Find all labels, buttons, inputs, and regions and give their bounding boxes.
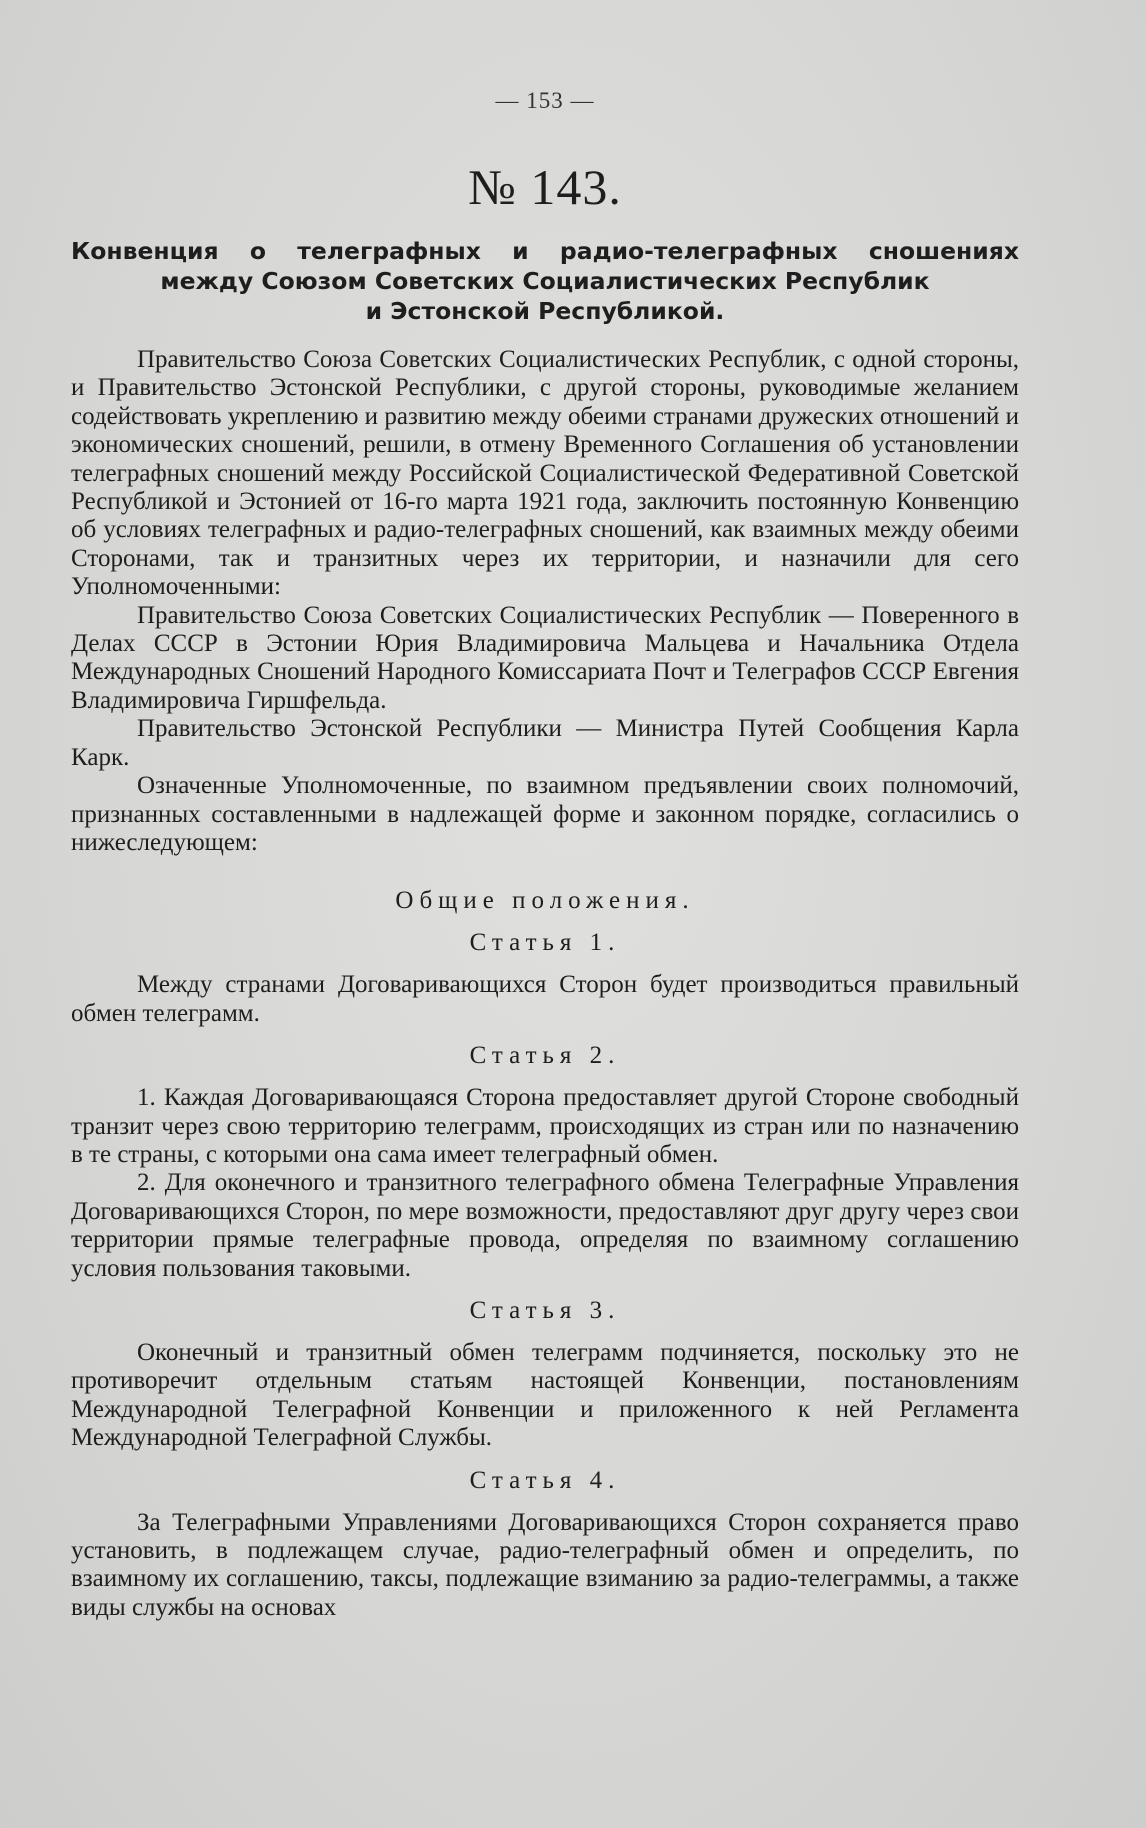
article-4-paragraph-1: За Телеграфными Управлениями Договаривающихся Сторон сохраняется право установить, в подлежащем случае, радио-телеграфный обмен и определить, по взаимному их соглашению, таксы, подлежащие взиманию за радио-телеграммы, а также виды службы на основах — [71, 1508, 1019, 1621]
document-number: № 143. — [468, 159, 622, 215]
page-number: — 153 — — [495, 88, 595, 113]
article-4-heading: Статья 4. — [469, 1466, 621, 1494]
article-3-paragraph-1: Оконечный и транзитный обмен телеграмм подчиняется, поскольку это не противоречит отдельным статьям настоящей Конвенции, постановлениям Международной Телеграфной Конвенции и приложенного к ней Регламента Международной Телеграфной Службы. — [71, 1338, 1019, 1452]
preamble-paragraph-4: Означенные Уполномоченные, по взаимном предъявлении своих полномочий, признанных составленными в надлежащей форме и законном порядке, согласились о нижеследующем: — [71, 772, 1019, 856]
title-line-3: и Эстонской Республикой. — [365, 297, 725, 325]
article-3-heading: Статья 3. — [469, 1296, 621, 1324]
section-heading: Общие положения. — [395, 887, 695, 915]
article-1-heading: Статья 1. — [469, 929, 621, 957]
title-line-1: Конвенция о телеграфных и радио-телеграфных сношениях — [71, 237, 1019, 265]
article-1-paragraph-1: Между странами Договаривающихся Сторон будет производиться правильный обмен телеграмм. — [71, 971, 1019, 1027]
article-2-paragraph-1: 1. Каждая Договаривающаяся Сторона предоставляет другой Стороне свободный транзит через свою территорию телеграмм, происходящих из стран или по назначению в те страны, с которыми она сама имеет телеграфный обмен. — [71, 1084, 1019, 1168]
preamble-paragraph-3: Правительство Эстонской Республики — Министра Путей Сообщения Карла Карк. — [71, 715, 1019, 771]
document-title — [71, 236, 1019, 326]
preamble-paragraph-2: Правительство Союза Советских Социалистических Республик — Поверенного в Делах СССР в Эстонии Юрия Владимировича Мальцева и Начальника Отдела Международных Сношений Народного Комиссариата Почт и Телеграфов СССР Евгения Владимировича Гиршфельда. — [71, 601, 1019, 714]
title-line-2: между Союзом Советских Социалистических Республик — [160, 267, 930, 295]
page-content — [71, 88, 1019, 1622]
article-2-paragraph-2: 2. Для оконечного и транзитного телеграфного обмена Телеграфные Управления Договаривающихся Сторон, по мере возможности, предоставляют друг другу через свои территории прямые телеграфные провода, определяя по взаимному соглашению условия пользования таковыми. — [71, 1169, 1019, 1282]
preamble-paragraph-1: Правительство Союза Советских Социалистических Республик, с одной стороны, и Правительство Эстонской Республики, с другой стороны, руководимые желанием содействовать укреплению и развитию между обеими странами дружеских отношений и экономических сношений, решили, в отмену Временного Соглашения об установлении телеграфных сношений между Российской Социалистической Федеративной Советской Республикой и Эстонией от 16-го марта 1921 года, заключить постоянную Конвенцию об условиях телеграфных и радио-телеграфных сношений, как взаимных между обеими Сторонами, так и транзитных через их территории, и назначили для сего Уполномоченными: — [71, 346, 1019, 601]
article-2-heading: Статья 2. — [469, 1042, 621, 1070]
document-body — [71, 346, 1019, 1622]
